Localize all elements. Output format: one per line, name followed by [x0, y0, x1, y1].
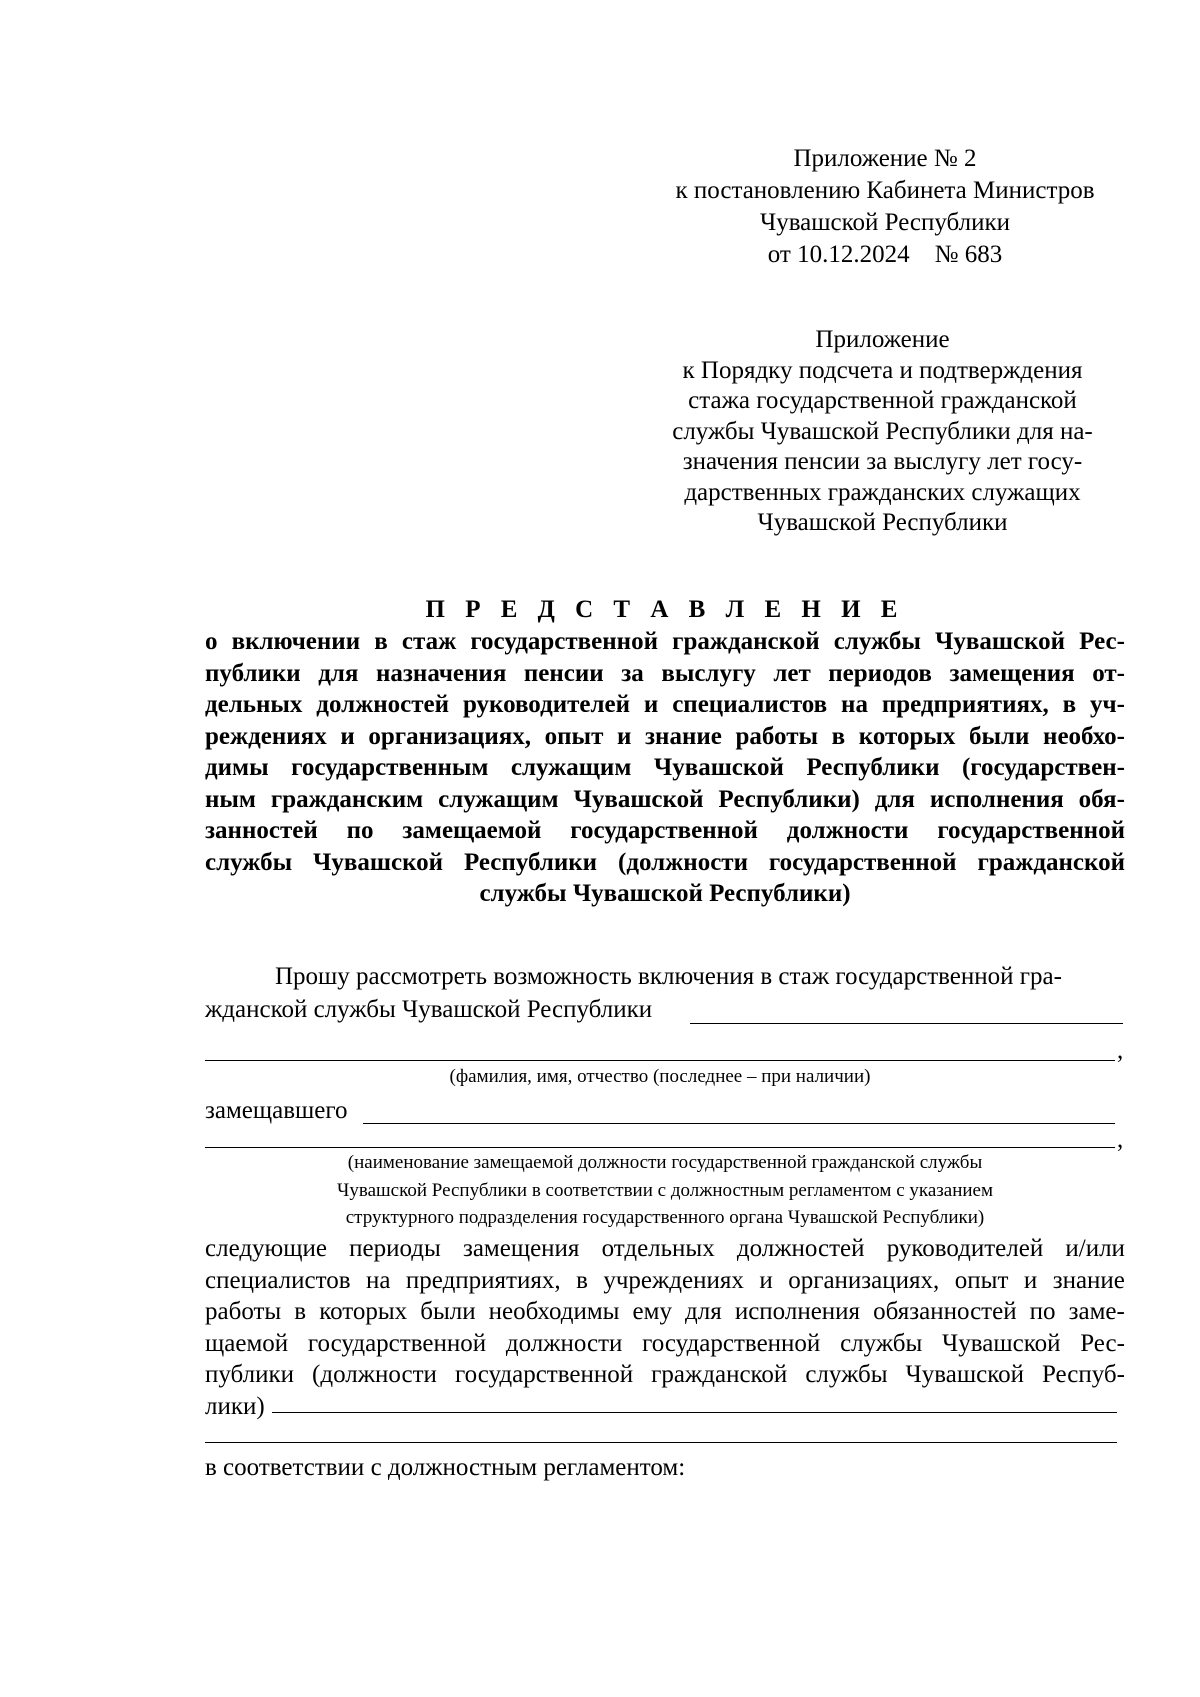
appendix-order-line: значения пенсии за выслугу лет госу- — [682, 448, 1083, 475]
appendix-order-heading: Приложение — [815, 326, 950, 353]
periods-line: публики (должности государственной гражданской службы Чувашской Респуб- — [205, 1361, 1125, 1388]
appendix-no2-heading: Приложение № 2 — [793, 145, 977, 172]
appendix-order-line: Чувашской Республики — [757, 509, 1008, 536]
document-title: П Р Е Д С Т А В Л Е Н И Е — [425, 596, 905, 623]
civil-service-blank[interactable] — [690, 1023, 1123, 1024]
request-line-1: Прошу рассмотреть возможность включения в стаж государственной гра- — [275, 963, 1062, 990]
position-hint-line: (наименование замещаемой должности государственной гражданской службы — [347, 1152, 983, 1173]
subtitle-line: реждениях и организациях, опыт и знание работы в которых были необхо- — [205, 722, 1125, 750]
comma: , — [1117, 1037, 1124, 1064]
request-line-2: жданской службы Чувашской Республики — [205, 996, 653, 1023]
periods-line: щаемой государственной должности государственной службы Чувашской Рес- — [205, 1329, 1125, 1357]
position-blank[interactable] — [205, 1147, 1115, 1148]
appendix-order-line: к Порядку подсчета и подтверждения — [682, 356, 1083, 384]
subtitle-line: занностей по замещаемой государственной должности государственной — [205, 817, 1125, 844]
appendix-no2-date-number: от 10.12.2024 № 683 — [767, 241, 1003, 268]
appendix-order-block — [650, 325, 1115, 539]
subtitle-line: дельных должностей руководителей и специалистов на предприятиях, в уч- — [205, 691, 1125, 718]
periods-blank[interactable] — [272, 1412, 1117, 1413]
subtitle-line: публики для назначения пенсии за выслугу лет периодов замещения от- — [205, 659, 1125, 687]
position-hint — [205, 1149, 1125, 1232]
replacing-label: замещавшего — [205, 1097, 348, 1124]
regulation-line: в соответствии с должностным регламентом: — [205, 1454, 686, 1481]
position-hint-line: структурного подразделения государственного органа Чувашской Республики) — [345, 1207, 985, 1228]
replacing-blank[interactable] — [363, 1123, 1115, 1124]
subtitle-line: димы государственным служащим Чувашской Республики (государствен- — [205, 754, 1125, 781]
periods-line: специалистов на предприятиях, в учреждениях и организациях, опыт и знание — [205, 1266, 1125, 1294]
comma: , — [1117, 1126, 1124, 1153]
appendix-no2-block — [650, 143, 1120, 271]
full-name-hint: (фамилия, имя, отчество (последнее – при наличии) — [449, 1066, 871, 1087]
subtitle-line: о включении в стаж государственной гражданской службы Чувашской Рес- — [205, 628, 1125, 655]
appendix-order-line: службы Чувашской Республики для на- — [672, 417, 1093, 445]
periods-line: следующие периоды замещения отдельных должностей руководителей и/или — [205, 1235, 1125, 1262]
periods-line: работы в которых были необходимы ему для исполнения обязанностей по заме- — [205, 1298, 1125, 1325]
appendix-no2-republic: Чувашской Республики — [759, 209, 1011, 236]
appendix-no2-resolution: к постановлению Кабинета Министров — [675, 177, 1095, 204]
subtitle-line: службы Чувашской Республики (должности государственной гражданской — [205, 848, 1125, 876]
document-subtitle — [205, 626, 1125, 910]
periods-last-line: лики) — [205, 1392, 265, 1420]
appendix-order-line: дарственных гражданских служащих — [684, 478, 1081, 506]
periods-paragraph — [205, 1233, 1125, 1422]
full-name-blank[interactable] — [205, 1060, 1115, 1061]
subtitle-last-line: службы Чувашской Республики) — [479, 880, 851, 907]
periods-blank-2[interactable] — [205, 1442, 1117, 1443]
appendix-order-line: стажа государственной гражданской — [688, 387, 1077, 414]
position-hint-line: Чувашской Республики в соответствии с должностным регламентом с указанием — [337, 1179, 993, 1201]
subtitle-line: ным гражданским служащим Чувашской Республики) для исполнения обя- — [205, 785, 1125, 813]
